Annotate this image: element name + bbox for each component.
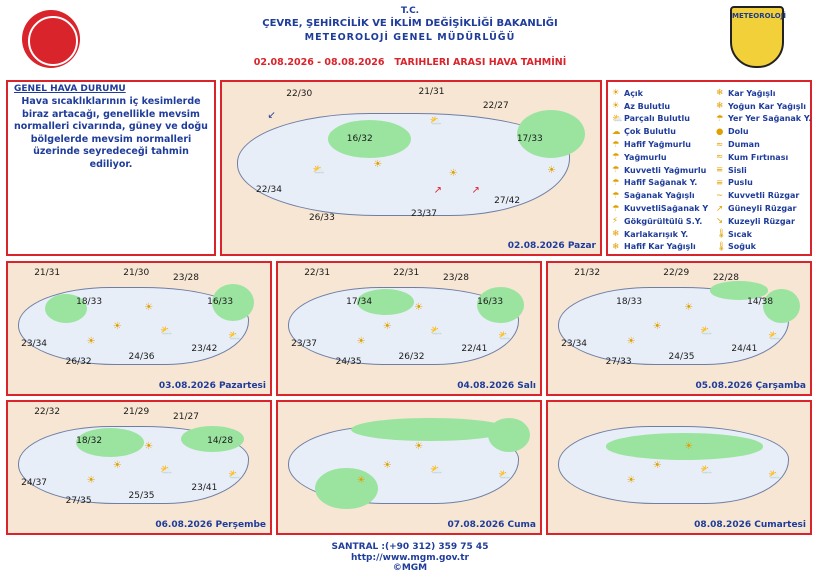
temp-label: 21/29: [123, 407, 150, 418]
temp-label: 24/36: [128, 352, 155, 363]
temp-label: 18/33: [616, 297, 643, 308]
temp-label: 24/35: [335, 357, 362, 368]
sun-icon: ☀: [684, 302, 694, 314]
partly-cloudy-icon: ⛅: [498, 331, 511, 343]
partly-cloudy-icon: ⛅: [699, 464, 713, 476]
legend-item: [716, 87, 811, 100]
legend-item: [716, 151, 811, 164]
temp-label: 23/28: [173, 273, 199, 284]
partly-cloudy-icon: ⛅: [612, 113, 623, 124]
sun-icon: ☀: [382, 459, 392, 471]
sun-icon: ☀: [652, 320, 662, 332]
legend-label: Dolu: [728, 127, 749, 137]
legend-label: Yer Yer Sağanak Y.: [728, 114, 812, 124]
temp-label: 27/35: [65, 496, 92, 507]
legend-item: [612, 138, 708, 151]
temp-label: 21/31: [34, 268, 61, 279]
rain-area: [488, 418, 530, 452]
temp-label: 24/37: [21, 477, 48, 488]
sun-icon: ☀: [144, 441, 154, 453]
legend-label: Duman: [728, 140, 760, 150]
meteoroloji-logo: [730, 6, 784, 68]
temp-label: 22/31: [304, 268, 331, 279]
shower-icon: ☂: [612, 190, 620, 201]
legend-label: Hafif Sağanak Y.: [624, 178, 698, 188]
heavy-snow-icon: ❄: [716, 101, 724, 112]
sun-icon: ☀: [86, 336, 96, 348]
map-date-label: 05.08.2026 Çarşamba: [695, 381, 806, 391]
snow-icon: ❄: [716, 88, 724, 99]
rain-area: [315, 468, 378, 510]
sun-icon: ☀: [382, 320, 392, 332]
legend-label: Puslu: [728, 178, 753, 188]
light-shower-icon: ☂: [612, 177, 620, 188]
legend-label: Az Bulutlu: [624, 101, 671, 111]
ministry-name: ÇEVRE, ŞEHİRCİLİK VE İKLİM DEĞİŞİKLİĞİ BAKANLIĞI: [262, 18, 558, 29]
temp-label: 21/27: [173, 412, 199, 423]
temp-label: 14/28: [207, 436, 234, 447]
legend-label: Sağanak Yağışlı: [624, 191, 695, 201]
temp-label: 22/27: [482, 100, 509, 111]
legend-item: [612, 113, 708, 126]
sandstorm-icon: ≈: [716, 152, 724, 163]
partly-cloudy-icon: ⛅: [768, 331, 781, 343]
legend-item: [716, 113, 811, 126]
north-wind-icon: ↙: [267, 109, 276, 121]
page-footer: [0, 542, 820, 574]
map-date-label: 08.08.2026 Cumartesi: [694, 520, 806, 530]
legend-item: [612, 241, 708, 254]
legend-label: Kuzeyli Rüzgar: [728, 216, 795, 226]
south-wind-icon: ↗: [716, 203, 724, 214]
sun-icon: ☀: [112, 320, 122, 332]
general-weather-text: Hava sıcaklıklarının iç kesimlerde biraz artacağı, genellikle mevsim normalleri civarında, güney ve doğu bölgelerde mevsim normalleri üzerinde seyredeceği tahmin ediliyor.: [14, 96, 208, 170]
sun-icon: ☀: [144, 302, 154, 314]
partly-cloudy-icon: ⛅: [159, 464, 173, 476]
phone-number: SANTRAL :(+90 312) 359 75 45: [331, 542, 489, 552]
sun-icon: ☀: [547, 164, 557, 176]
temp-label: 24/41: [731, 344, 758, 355]
temp-label: 26/32: [398, 352, 425, 363]
temp-label: 22/34: [256, 185, 282, 196]
temp-label: 16/33: [207, 297, 234, 308]
temp-label: 14/38: [747, 297, 774, 308]
temp-label: 21/32: [574, 268, 601, 279]
partly-cloudy-icon: ⛅: [768, 470, 781, 482]
mist-icon: ≡: [716, 177, 724, 188]
sun-icon: ☀: [86, 475, 96, 487]
day-forecast-map: [546, 400, 812, 535]
legend-label: Soğuk: [728, 242, 756, 252]
temp-label: 25/35: [128, 491, 155, 502]
light-snow-icon: ❄: [612, 241, 620, 252]
temp-label: 22/31: [393, 268, 420, 279]
partly-cloudy-icon: ⛅: [228, 470, 241, 482]
temp-label: 27/33: [605, 357, 632, 368]
partly-cloudy-icon: ⛅: [429, 325, 443, 337]
partly-cloudy-icon: ⛅: [699, 325, 713, 337]
sun-icon: ☀: [414, 302, 424, 314]
legend-item: [612, 215, 708, 228]
temp-label: 18/33: [76, 297, 103, 308]
legend-label: Sıcak: [728, 229, 752, 239]
legend-column-left: [612, 87, 708, 253]
legend-item: [716, 164, 811, 177]
legend-item: [716, 138, 811, 151]
temp-label: 22/30: [286, 88, 313, 99]
general-weather-title: GENEL HAVA DURUMU: [14, 84, 126, 94]
map-date-label: 07.08.2026 Cuma: [447, 520, 536, 530]
day-forecast-map: [6, 261, 272, 396]
legend-panel: [606, 80, 812, 256]
temp-label: 22/32: [34, 407, 61, 418]
sun-icon: ☀: [626, 475, 636, 487]
copyright: ©MGM: [392, 563, 428, 573]
legend-item: [612, 164, 708, 177]
website-link[interactable]: http://www.mgm.gov.tr: [351, 552, 469, 563]
legend-label: Kuvvetli Yağmurlu: [624, 165, 707, 175]
legend-item: [716, 202, 811, 215]
header-line1: T.C.: [400, 6, 420, 16]
legend-label: Çok Bulutlu: [624, 127, 676, 137]
temp-label: 22/41: [461, 344, 488, 355]
local-shower-icon: ☂: [716, 113, 724, 124]
cloudy-icon: ☁: [612, 126, 621, 137]
temp-label: 26/32: [65, 357, 92, 368]
legend-label: Açık: [624, 88, 643, 98]
temp-label: 23/28: [443, 273, 469, 284]
directorate-name: METEOROLOJİ GENEL MÜDÜRLÜĞÜ: [304, 32, 516, 43]
forecast-subtitle: TARIHLERI ARASI HAVA TAHMİNİ: [394, 57, 567, 68]
day-forecast-map: [6, 400, 272, 535]
sun-icon: ☀: [112, 459, 122, 471]
partly-cloudy-icon: ⛅: [312, 164, 326, 176]
partly-cloudy-icon: ⛅: [228, 331, 241, 343]
map-date-label: 03.08.2026 Pazartesi: [158, 381, 266, 391]
temp-label: 17/33: [516, 133, 543, 144]
page-header: [0, 0, 820, 76]
legend-label: Sisli: [728, 165, 747, 175]
hail-icon: ●: [716, 126, 724, 137]
temp-label: 24/35: [668, 352, 695, 363]
temp-label: 26/33: [308, 212, 335, 223]
sun-icon: ☀: [373, 159, 383, 171]
legend-item: [612, 228, 708, 241]
sun-icon: ☀: [652, 459, 662, 471]
legend-item: [612, 125, 708, 138]
partly-cloudy-icon: ⛅: [159, 325, 173, 337]
temp-label: 23/42: [191, 344, 218, 355]
few-clouds-icon: ☀: [612, 101, 620, 112]
north-wind-icon: ↘: [716, 216, 724, 227]
map-date-label: 02.08.2026 Pazar: [507, 241, 596, 251]
light-rain-icon: ☂: [612, 139, 620, 150]
temp-label: 16/32: [346, 133, 373, 144]
date-range: 02.08.2026 - 08.08.2026: [253, 57, 385, 68]
smoke-icon: ≈: [716, 139, 724, 150]
legend-item: [612, 189, 708, 202]
temp-label: 23/37: [411, 209, 437, 220]
legend-label: Hafif Yağmurlu: [624, 140, 691, 150]
map-date-label: 04.08.2026 Salı: [457, 381, 536, 391]
legend-item: [716, 241, 811, 254]
legend-item: [612, 151, 708, 164]
legend-label: Karlakarışık Y.: [624, 229, 689, 239]
fog-icon: ≡: [716, 165, 724, 176]
hot-icon: 🌡: [716, 229, 727, 240]
legend-label: Yoğun Kar Yağışlı: [728, 101, 806, 111]
sun-icon: ☀: [356, 475, 366, 487]
logo-text: METEOROLOJİ: [732, 12, 786, 20]
sun-icon: ☀: [626, 336, 636, 348]
temp-label: 18/32: [76, 436, 103, 447]
strong-wind-icon: ~: [716, 190, 724, 201]
temp-label: 17/34: [346, 297, 373, 308]
sun-icon: ☀: [448, 168, 458, 179]
temp-label: 22/28: [713, 273, 739, 284]
day-forecast-map: [276, 261, 542, 396]
main-forecast-map: [220, 80, 602, 256]
legend-item: [716, 228, 811, 241]
legend-label: Güneyli Rüzgar: [728, 204, 797, 214]
legend-item: [716, 100, 811, 113]
rain-icon: ☂: [612, 152, 620, 163]
temp-label: 21/31: [418, 87, 445, 98]
south-wind-icon: ↗: [471, 185, 480, 197]
partly-cloudy-icon: ⛅: [498, 470, 511, 482]
legend-item: [716, 125, 811, 138]
heavy-shower-icon: ☂: [612, 203, 620, 214]
legend-label: Yağmurlu: [624, 152, 667, 162]
temp-label: 23/37: [291, 338, 318, 349]
partly-cloudy-icon: ⛅: [429, 116, 443, 128]
sun-icon: ☀: [612, 88, 620, 99]
thunder-icon: ⚡: [612, 216, 618, 227]
sun-icon: ☀: [684, 441, 694, 453]
heavy-rain-icon: ☂: [612, 165, 620, 176]
legend-item: [612, 87, 708, 100]
legend-label: Kuvvetli Rüzgar: [728, 191, 800, 201]
south-wind-icon: ↗: [433, 185, 443, 197]
day-forecast-map: [546, 261, 812, 396]
sun-icon: ☀: [414, 441, 424, 453]
sun-icon: ☀: [356, 336, 366, 348]
legend-column-right: [716, 87, 811, 253]
partly-cloudy-icon: ⛅: [429, 464, 443, 476]
temp-label: 23/34: [21, 338, 48, 349]
temp-label: 16/33: [477, 297, 504, 308]
legend-label: Parçalı Bulutlu: [624, 114, 690, 124]
legend-label: Kum Fırtınası: [728, 152, 789, 162]
temp-label: 27/42: [494, 195, 521, 206]
sleet-icon: ❄: [612, 229, 620, 240]
legend-item: [612, 202, 708, 215]
map-date-label: 06.08.2026 Perşembe: [155, 520, 266, 530]
legend-item: [716, 177, 811, 190]
temp-label: 22/29: [663, 268, 690, 279]
temp-label: 23/34: [561, 338, 588, 349]
legend-item: [716, 215, 811, 228]
day-forecast-map: [276, 400, 542, 535]
forecast-title: [0, 57, 820, 68]
legend-label: Kar Yağışlı: [728, 88, 776, 98]
temp-label: 23/41: [191, 483, 218, 494]
cold-icon: 🌡: [716, 241, 727, 252]
legend-item: [612, 177, 708, 190]
legend-label: KuvvetliSağanak Y: [624, 204, 709, 214]
general-weather-box: [6, 80, 216, 256]
legend-label: Hafif Kar Yağışlı: [624, 242, 696, 252]
legend-item: [612, 100, 708, 113]
rain-area: [351, 418, 508, 442]
legend-item: [716, 189, 811, 202]
legend-label: Gökgürültülü S.Y.: [624, 216, 703, 226]
temp-label: 21/30: [123, 268, 150, 279]
